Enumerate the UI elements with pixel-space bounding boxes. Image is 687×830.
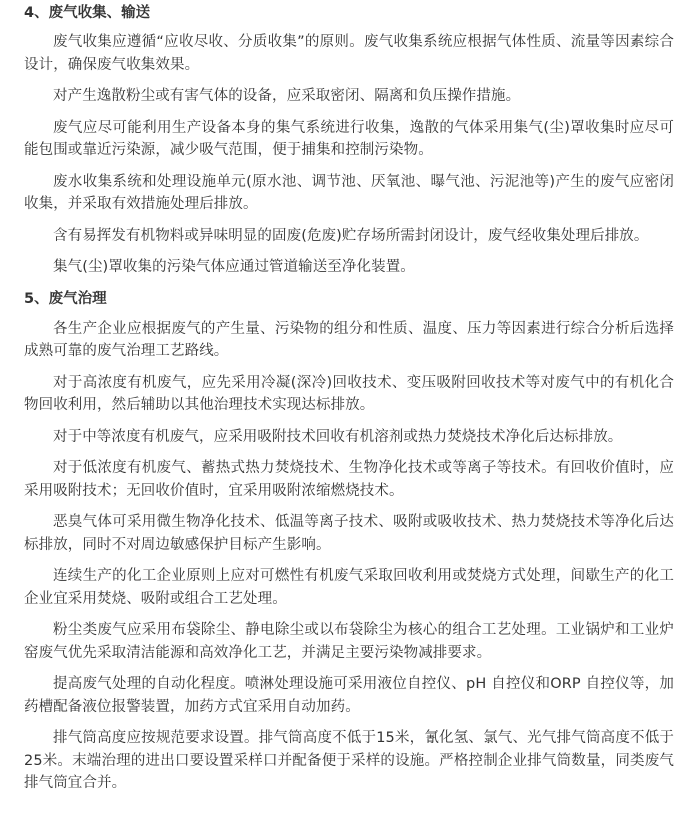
- paragraph: 对于低浓度有机废气、蓄热式热力焚烧技术、生物净化技术或等离子等技术。有回收价值时，应采用吸附技术；无回收价值时，宜采用吸附浓缩燃烧技术。: [24, 460, 674, 499]
- paragraph: 排气筒高度应按规范要求设置。排气筒高度不低于15米，氰化氢、氯气、光气排气筒高度不低于25米。末端治理的进出口要设置采样口并配备便于采样的设施。严格控制企业排气筒数量，同类废气排气筒宜合并。: [24, 730, 674, 791]
- section-waste-gas-collection: [24, 0, 674, 279]
- paragraph: 含有易挥发有机物料或异味明显的固废(危废)贮存场所需封闭设计，废气经收集处理后排放。: [53, 227, 649, 244]
- paragraph: 废气收集应遵循“应收尽收、分质收集”的原则。废气收集系统应根据气体性质、流量等因素综合设计，确保废气收集效果。: [24, 34, 674, 73]
- paragraph: 连续生产的化工企业原则上应对可燃性有机废气采取回收利用或焚烧方式处理，间歇生产的化工企业宜采用焚烧、吸附或组合工艺处理。: [24, 568, 674, 607]
- paragraph: 恶臭气体可采用微生物净化技术、低温等离子技术、吸附或吸收技术、热力焚烧技术等净化后达标排放，同时不对周边敏感保护目标产生影响。: [24, 514, 674, 553]
- section-waste-gas-treatment: [24, 288, 674, 795]
- paragraph: 对产生逸散粉尘或有害气体的设备，应采取密闭、隔离和负压操作措施。: [53, 88, 521, 104]
- paragraph: 对于高浓度有机废气，应先采用冷凝(深冷)回收技术、变压吸附回收技术等对废气中的有机化合物回收利用，然后辅助以其他治理技术实现达标排放。: [24, 374, 674, 413]
- paragraph: 提高废气处理的自动化程度。喷淋处理设施可采用液位自控仪、pH 自控仪和ORP 自控仪等，加药槽配备液位报警装置，加药方式宜采用自动加药。: [24, 676, 674, 715]
- paragraph: 废水收集系统和处理设施单元(原水池、调节池、厌氧池、曝气池、污泥池等)产生的废气应密闭收集，并采取有效措施处理后排放。: [24, 173, 674, 212]
- section-heading: 5、废气治理: [24, 290, 107, 307]
- paragraph: 粉尘类废气应采用布袋除尘、静电除尘或以布袋除尘为核心的组合工艺处理。工业锅炉和工业炉窑废气优先采取清洁能源和高效净化工艺，并满足主要污染物减排要求。: [24, 622, 674, 661]
- paragraph: 废气应尽可能利用生产设备本身的集气系统进行收集，逸散的气体采用集气(尘)罩收集时应尽可能包围或靠近污染源，减少吸气范围，便于捕集和控制污染物。: [24, 119, 674, 158]
- section-heading: 4、废气收集、输送: [24, 5, 151, 21]
- paragraph: 集气(尘)罩收集的污染气体应通过管道输送至净化装置。: [53, 259, 415, 275]
- paragraph: 各生产企业应根据废气的产生量、污染物的组分和性质、温度、压力等因素进行综合分析后选择成熟可靠的废气治理工艺路线。: [24, 320, 674, 359]
- paragraph: 对于中等浓度有机废气，应采用吸附技术回收有机溶剂或热力焚烧技术净化后达标排放。: [53, 428, 623, 445]
